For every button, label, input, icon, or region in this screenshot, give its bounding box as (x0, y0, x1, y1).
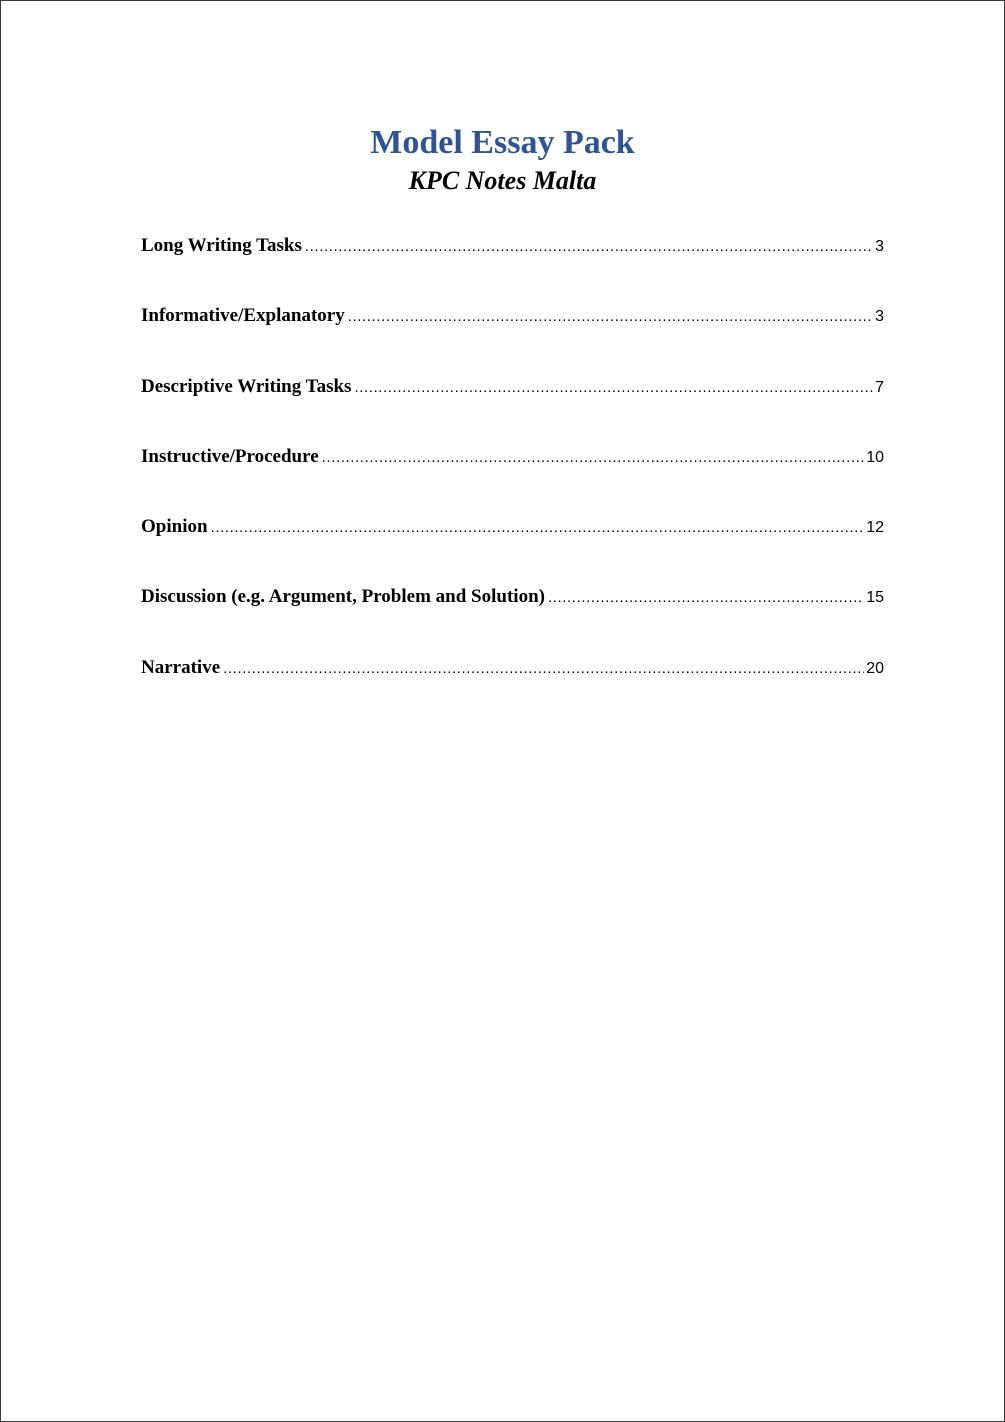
toc-entry-instructive-procedure[interactable] (141, 446, 884, 516)
toc-entry-label: Descriptive Writing Tasks (141, 375, 352, 397)
table-of-contents (141, 235, 884, 727)
toc-page-number: 12 (866, 519, 884, 537)
toc-dot-leader (211, 519, 865, 536)
toc-dot-leader (548, 589, 864, 606)
toc-dot-leader (305, 238, 873, 255)
toc-page-number: 3 (875, 308, 884, 326)
toc-entry-descriptive-writing-tasks[interactable] (141, 376, 884, 446)
toc-page-number: 15 (866, 589, 884, 607)
toc-entry-narrative[interactable] (141, 657, 884, 727)
toc-dot-leader (223, 660, 864, 677)
toc-entry-informative-explanatory[interactable] (141, 305, 884, 375)
page-title: Model Essay Pack (370, 124, 635, 161)
toc-dot-leader (322, 449, 865, 466)
toc-dot-leader (354, 379, 873, 396)
toc-entry-discussion[interactable] (141, 586, 884, 656)
toc-entry-label: Informative/Explanatory (141, 305, 345, 327)
toc-entry-label: Instructive/Procedure (141, 445, 319, 467)
page-subtitle: KPC Notes Malta (408, 166, 597, 195)
toc-entry-label: Narrative (141, 656, 221, 678)
toc-page-number: 7 (875, 378, 884, 396)
toc-entry-label: Discussion (e.g. Argument, Problem and Solution) (141, 586, 545, 608)
toc-entry-long-writing-tasks[interactable] (141, 235, 884, 305)
toc-entry-label: Opinion (141, 516, 208, 538)
toc-entry-opinion[interactable] (141, 516, 884, 586)
toc-dot-leader (348, 308, 873, 325)
toc-page-number: 10 (866, 448, 884, 466)
toc-entry-label: Long Writing Tasks (141, 235, 302, 256)
toc-page-number: 3 (875, 238, 884, 255)
toc-page-number: 20 (866, 659, 884, 677)
